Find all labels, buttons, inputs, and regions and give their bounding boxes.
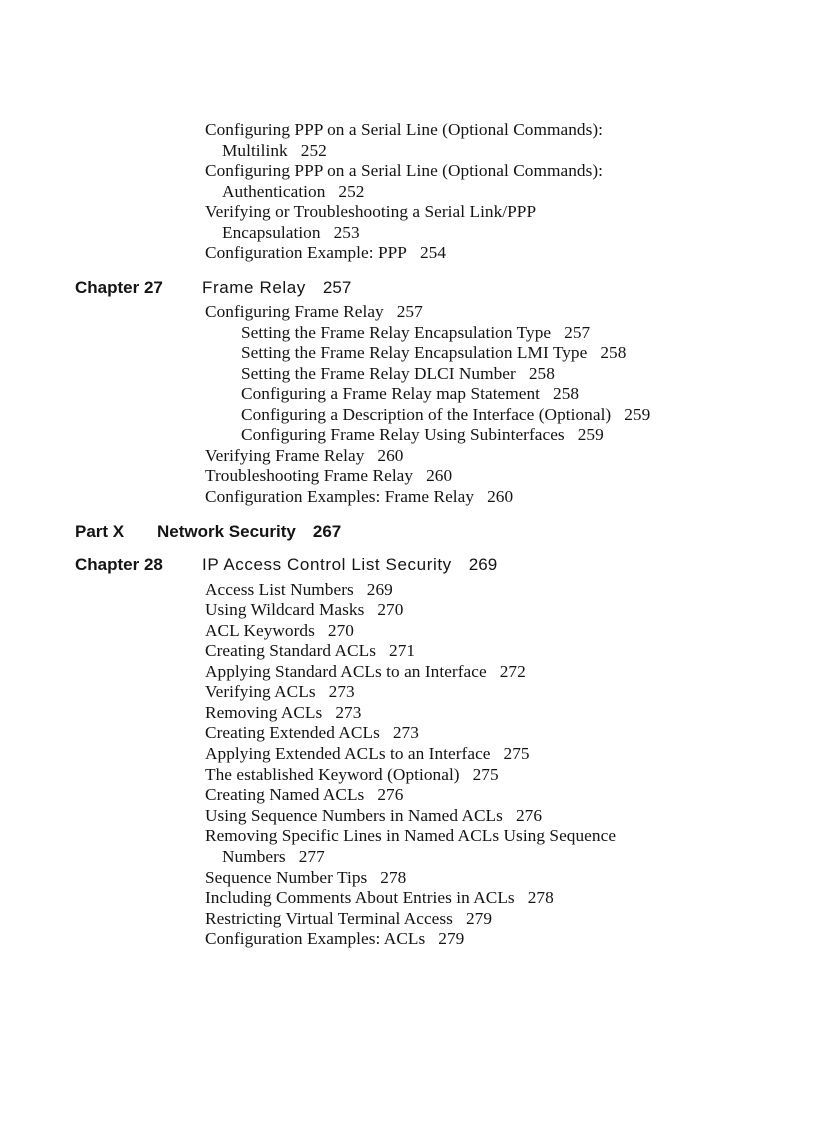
toc-entry-text-cont: Authentication (222, 181, 326, 201)
toc-entry (205, 202, 536, 243)
toc-entry (205, 785, 403, 806)
toc-page-number: 259 (577, 425, 604, 444)
toc-entry-text-cont: Multilink (222, 140, 288, 160)
toc-page-number: 260 (487, 487, 514, 506)
toc-entry (205, 243, 446, 264)
toc-entry (205, 806, 542, 827)
toc-entry-text: Setting the Frame Relay DLCI Number (241, 364, 516, 383)
toc-page-number: 252 (300, 140, 327, 160)
toc-page-number: 258 (600, 343, 627, 362)
toc-entry-text: Using Sequence Numbers in Named ACLs (205, 806, 503, 825)
chapter-page-number: 269 (468, 555, 498, 574)
toc-page-number: 258 (528, 364, 555, 383)
toc-page-number: 273 (392, 723, 419, 742)
toc-entry-text: Configuring a Description of the Interface (Optional) (241, 405, 612, 424)
toc-entry (205, 446, 404, 467)
chapter-title: Frame Relay (202, 278, 306, 297)
toc-entry (205, 888, 554, 909)
toc-entry (205, 744, 530, 765)
toc-entry-text: Configuration Example: PPP (205, 243, 407, 262)
toc-entry-text: Verifying ACLs (205, 682, 316, 701)
toc-entry-text-cont: Encapsulation (222, 222, 321, 242)
toc-entry-text: Configuration Examples: Frame Relay (205, 487, 475, 506)
toc-page-number: 272 (499, 662, 526, 681)
toc-page-number: 276 (377, 785, 404, 804)
toc-entry-text-cont: Numbers (222, 846, 286, 866)
toc-entry (205, 682, 355, 703)
toc-subentry (241, 405, 650, 426)
chapter-page-number: 257 (322, 278, 352, 297)
toc-entry (205, 621, 354, 642)
toc-entry-text: Configuration Examples: ACLs (205, 929, 426, 948)
toc-entry-text: Sequence Number Tips (205, 868, 368, 887)
toc-page-number: 275 (503, 744, 530, 763)
toc-page-number: 260 (426, 466, 453, 485)
toc-entry (205, 302, 423, 323)
toc-page-number: 260 (377, 446, 404, 465)
toc-entry (205, 641, 415, 662)
toc-entry-text: Restricting Virtual Terminal Access (205, 909, 453, 928)
toc-page-number: 259 (624, 405, 651, 424)
toc-subentry (241, 425, 604, 446)
toc-entry (205, 765, 499, 786)
toc-entry (205, 466, 452, 487)
toc-subentry (241, 343, 626, 364)
toc-page-number: 270 (377, 600, 404, 619)
toc-page-number: 253 (333, 222, 360, 242)
chapter-title: IP Access Control List Security (202, 555, 452, 574)
toc-page-number: 257 (396, 302, 423, 321)
toc-page-number: 279 (438, 929, 465, 948)
toc-page-number: 270 (327, 621, 354, 640)
toc-page-number: 269 (366, 580, 393, 599)
toc-entry (205, 723, 419, 744)
chapter-label: Chapter 28 (75, 555, 163, 574)
toc-page-number: 278 (380, 868, 407, 887)
toc-entry-text: Setting the Frame Relay Encapsulation Type (241, 323, 552, 342)
toc-entry-text: Setting the Frame Relay Encapsulation LMI Type (241, 343, 588, 362)
toc-entry-text: Configuring Frame Relay (205, 302, 384, 321)
toc-entry-text: Access List Numbers (205, 580, 354, 599)
toc-page-number: 257 (564, 323, 591, 342)
toc-entry (205, 580, 393, 601)
toc-entry-text: Creating Named ACLs (205, 785, 365, 804)
toc-entry (205, 600, 403, 621)
toc-entry-text: Including Comments About Entries in ACLs (205, 888, 515, 907)
toc-subentry (241, 323, 590, 344)
toc-entry-text: Verifying or Troubleshooting a Serial Link/PPP (205, 202, 537, 221)
toc-page-number: 252 (338, 181, 365, 201)
toc-subentry (241, 384, 579, 405)
toc-entry (205, 909, 492, 930)
toc-subentry (241, 364, 555, 385)
toc-entry (205, 929, 464, 950)
toc-entry-text: Applying Extended ACLs to an Interface (205, 744, 491, 763)
toc-page-number: 277 (298, 846, 325, 866)
toc-entry-text: Removing ACLs (205, 703, 323, 722)
toc-entry (205, 120, 603, 161)
toc-page-number: 279 (465, 909, 493, 928)
part-label: Part X (75, 522, 125, 541)
toc-entry-text: The established Keyword (Optional) (205, 765, 460, 784)
toc-entry-text: Configuring a Frame Relay map Statement (241, 384, 541, 403)
toc-page-number: 278 (527, 888, 554, 907)
toc-entry-text: Configuring PPP on a Serial Line (Optional Commands): (205, 120, 604, 139)
toc-page-number: 258 (553, 384, 580, 403)
toc-entry-text: Verifying Frame Relay (205, 446, 365, 465)
toc-page-number: 273 (328, 682, 355, 701)
toc-entry-text: Configuring Frame Relay Using Subinterfaces (241, 425, 565, 444)
toc-entry-text: Removing Specific Lines in Named ACLs Using Sequence (205, 826, 617, 845)
toc-entry (205, 826, 616, 867)
toc-entry (205, 703, 361, 724)
toc-entry-text: ACL Keywords (205, 621, 315, 640)
toc-entry-text: Applying Standard ACLs to an Interface (205, 662, 487, 681)
toc-entry (205, 487, 513, 508)
toc-entry (205, 662, 526, 683)
toc-page-number: 254 (419, 243, 447, 262)
toc-page-number: 271 (389, 641, 416, 660)
toc-page-number: 276 (515, 806, 543, 825)
toc-entry (205, 161, 603, 202)
toc-entry-text: Creating Standard ACLs (205, 641, 377, 660)
chapter-label: Chapter 27 (75, 278, 163, 297)
toc-entry-text: Troubleshooting Frame Relay (205, 466, 414, 485)
part-page-number: 267 (312, 522, 342, 541)
toc-entry-text: Configuring PPP on a Serial Line (Optional Commands): (205, 161, 604, 180)
toc-page-number: 273 (335, 703, 362, 722)
toc-entry-text: Using Wildcard Masks (205, 600, 365, 619)
part-title: Network Security (157, 522, 296, 541)
toc-entry (205, 868, 406, 889)
toc-page-number: 275 (472, 765, 499, 784)
toc-entry-text: Creating Extended ACLs (205, 723, 380, 742)
